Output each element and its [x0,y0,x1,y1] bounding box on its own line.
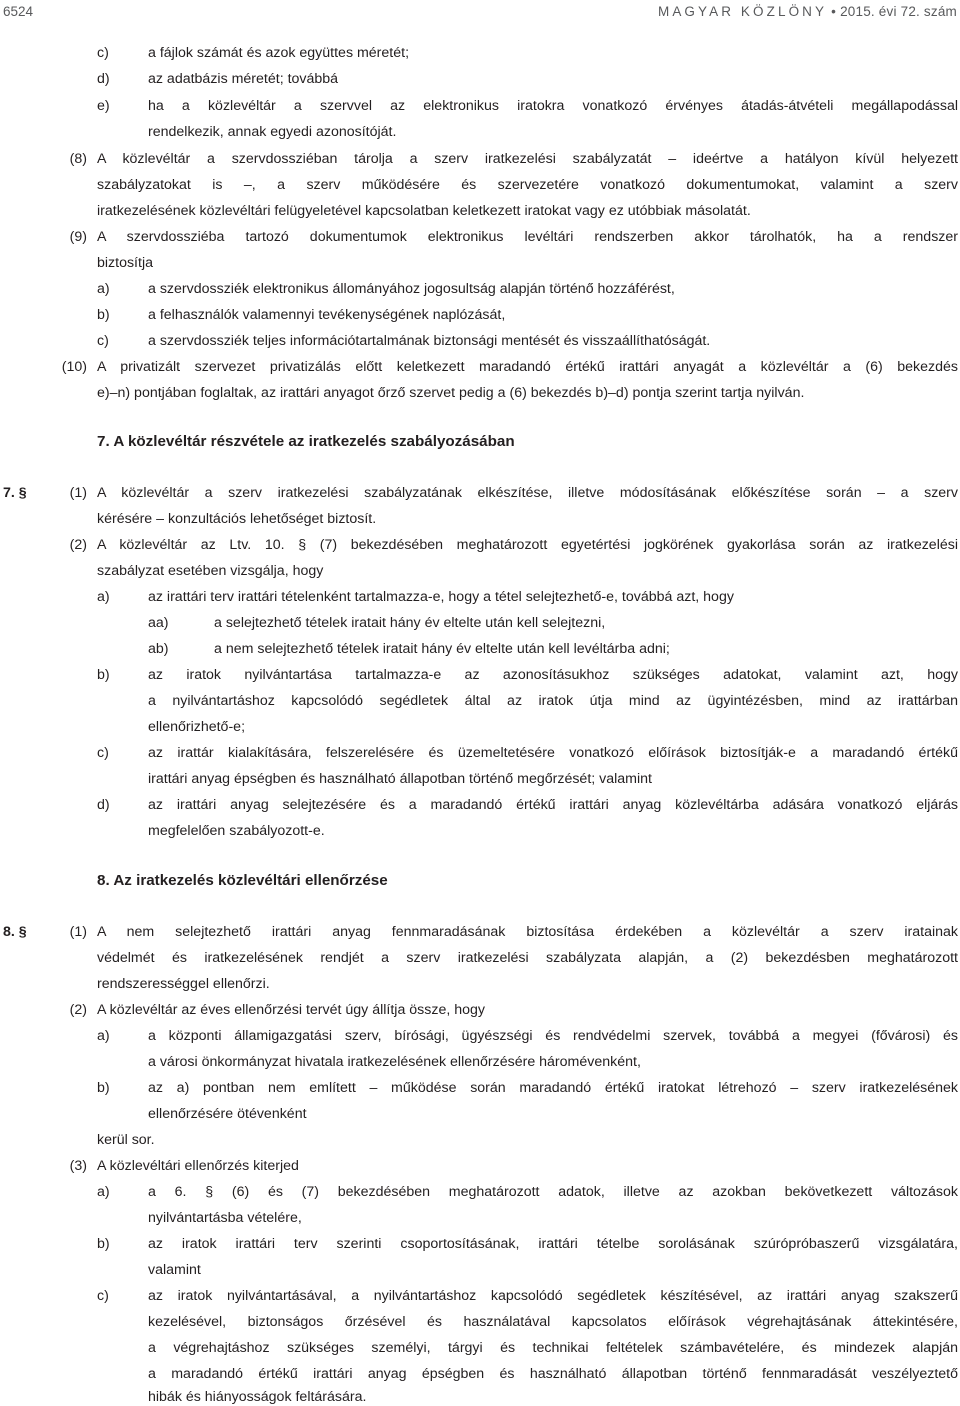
paragraph-number: (2) [69,1002,87,1018]
paragraph-text: A közlevéltár az Ltv. 10. § (7) bekezdésében meghatározott egyetértési jogkörének gyakorlása során az iratkezelési [97,537,958,553]
paragraph-text: A közlevéltári ellenőrzés kiterjed [97,1158,299,1174]
paragraph-text: szabályzatokat is –, a szerv működésére és szervezetére vonatkozó dokumentumokat, valamint a szerv [97,177,958,193]
item-text: a 6. § (6) és (7) bekezdésében meghatározott adatok, illetve az azokban bekövetkezett változások [148,1184,958,1200]
item-text: a felhasználók valamennyi tevékenységének naplózását, [148,307,506,323]
separator-dot: • [831,4,837,19]
item-text: az adatbázis méretét; továbbá [148,71,339,87]
item-label: a) [97,1184,110,1200]
paragraph-number: (3) [69,1158,87,1174]
subitem-label: ab) [148,641,169,657]
paragraph-text: védelmét és iratkezelésének rendjét a szerv iratkezelési szabályzata alapján, a (2) bekezdésben meghatározott [97,950,958,966]
item-text: nyilvántartásba vételére, [148,1210,302,1226]
paragraph-text: A közlevéltár a szervdossziéban tárolja a szerv iratkezelési szabályzatát – ideértve a hatályon kívül helyezett [97,151,958,167]
item-text: a maradandó értékű irattári anyag épségben és használható állapotban történő fennmaradását veszélyeztető [148,1366,958,1382]
item-text: az iratok nyilvántartása tartalmazza-e az azonosításukhoz szükséges adatokat, valamint azt, hogy [148,667,958,683]
issue-number: 2015. évi 72. szám [840,4,957,19]
item-label: a) [97,1028,110,1044]
subitem-label: aa) [148,615,169,631]
item-label: d) [97,71,110,87]
item-text: az iratok nyilvántartásával, a nyilvántartáshoz kapcsolódó segédletek készítésével, az irattári anyag szakszerű [148,1288,958,1304]
item-text: ellenőrzésére ötévenként [148,1106,307,1122]
item-text: az irattári anyag selejtezésére és a maradandó értékű irattári anyag közlevéltárba adására vonatkozó eljárás [148,797,958,813]
item-text: a nyilvántartáshoz kapcsolódó segédletek által az iratok útja mind az ügyintézésben, mind az irattárban [148,693,958,709]
item-text: a szervdossziék elektronikus állományához jogosultság alapján történő hozzáférést, [148,281,675,297]
subitem-text: a selejtezhető tételek iratait hány év eltelte után kell selejtezni, [214,615,606,631]
item-label: e) [97,98,110,114]
item-label: c) [97,1288,109,1304]
item-label: c) [97,333,109,349]
paragraph-number: (10) [61,359,87,375]
paragraph-number: (9) [69,229,87,245]
item-label: d) [97,797,110,813]
publication-title [658,4,957,19]
item-text: az irattári terv irattári tételenként tartalmazza-e, hogy a tétel selejtezhető-e, továbbá azt, hogy [148,589,734,605]
magazine-name: MAGYAR KÖZLÖNY [657,4,828,19]
paragraph-number: (8) [69,151,87,167]
paragraph-text: szabályzat esetében vizsgálja, hogy [97,563,324,579]
item-text: a szervdossziék teljes információtartalmának biztonsági mentését és visszaállíthatóságát. [148,333,711,349]
item-label: b) [97,1236,110,1252]
item-text: az a) pontban nem említett – működése során maradandó értékű iratokat létrehozó – szerv iratkezelésének [148,1080,958,1096]
item-text: hibák és hiányosságok feltárására. [148,1389,367,1405]
item-text: a városi önkormányzat hivatala iratkezelésének ellenőrzésére háromévenként, [148,1054,641,1070]
item-label: b) [97,667,110,683]
item-label: b) [97,307,110,323]
item-text: irattári anyag épségben és használható állapotban történő megőrzését; valamint [148,771,652,787]
section-number: 7. § [3,485,27,501]
item-text: rendelkezik, annak egyedi azonosítóját. [148,124,397,140]
item-label: b) [97,1080,110,1096]
item-text: kezelésével, biztonságos őrzésével és használatával kapcsolatos előírások végrehajtásának áttekintésére, [148,1314,958,1330]
page-number: 6524 [3,4,34,19]
item-label: a) [97,589,110,605]
paragraph-text: kerül sor. [97,1132,155,1148]
paragraph-text: rendszerességgel ellenőrzi. [97,976,270,992]
section-number: 8. § [3,924,27,940]
section-title: 8. Az iratkezelés közlevéltári ellenőrzése [97,872,388,889]
item-text: a fájlok számát és azok együttes méretét; [148,45,410,61]
paragraph-text: A nem selejtezhető irattári anyag fennmaradásának biztosítása érdekében a közlevéltár a szerv iratainak [97,924,958,940]
paragraph-text: A szervdossziéba tartozó dokumentumok elektronikus levéltári rendszerben akkor tárolhatók, ha a rendszer [97,229,958,245]
paragraph-text: A privatizált szervezet privatizálás előtt keletkezett maradandó értékű irattári anyagát a közlevéltár a (6) bekezdés [97,359,958,375]
paragraph-text: A közlevéltár az éves ellenőrzési tervét úgy állítja össze, hogy [97,1002,485,1018]
item-text: valamint [148,1262,201,1278]
item-label: c) [97,745,109,761]
paragraph-text: iratkezelésének közlevéltári felügyeletével kapcsolatban keletkezett iratokat vagy ez utóbbiak másolatát. [97,203,751,219]
paragraph-text: kérésére – konzultációs lehetőséget biztosít. [97,511,377,527]
paragraph-text: biztosítja [97,255,153,271]
paragraph-number: (2) [69,537,87,553]
item-text: a végrehajtáshoz szükséges személyi, tárgyi és technikai feltételek számbavételére, és mindezek alapján [148,1340,958,1356]
item-text: az irattár kialakítására, felszerelésére és üzemeltetésére vonatkozó előírások biztosítják-e a maradandó értékű [148,745,958,761]
item-text: megfelelően szabályozott-e. [148,823,325,839]
paragraph-text: A közlevéltár a szerv iratkezelési szabályzatának elkészítése, illetve módosításának előkészítése során – a szerv [97,485,958,501]
paragraph-number: (1) [69,924,87,940]
paragraph-text: e)–n) pontjában foglaltak, az irattári anyagot őrző szervet pedig a (6) bekezdés b)–d) pontja szerint tartja nyilván. [97,385,805,401]
item-label: c) [97,45,109,61]
item-text: a központi államigazgatási szerv, bírósági, ügyészségi és rendvédelmi szervek, továbbá a megyei (fővárosi) és [148,1028,958,1044]
item-label: a) [97,281,110,297]
item-text: ellenőrizhető-e; [148,719,246,735]
section-title: 7. A közlevéltár részvétele az iratkezelés szabályozásában [97,433,515,450]
page-header [0,4,960,22]
subitem-text: a nem selejtezhető tételek iratait hány év eltelte után kell levéltárba adni; [214,641,670,657]
item-text: az iratok irattári terv szerinti csoportosításának, irattári tételbe sorolásának szúrópróbaszerű vizsgálatára, [148,1236,958,1252]
item-text: ha a közlevéltár a szervvel az elektronikus iratokra vonatkozó érvényes átadás-átvételi megállapodással [148,98,958,114]
paragraph-number: (1) [69,485,87,501]
